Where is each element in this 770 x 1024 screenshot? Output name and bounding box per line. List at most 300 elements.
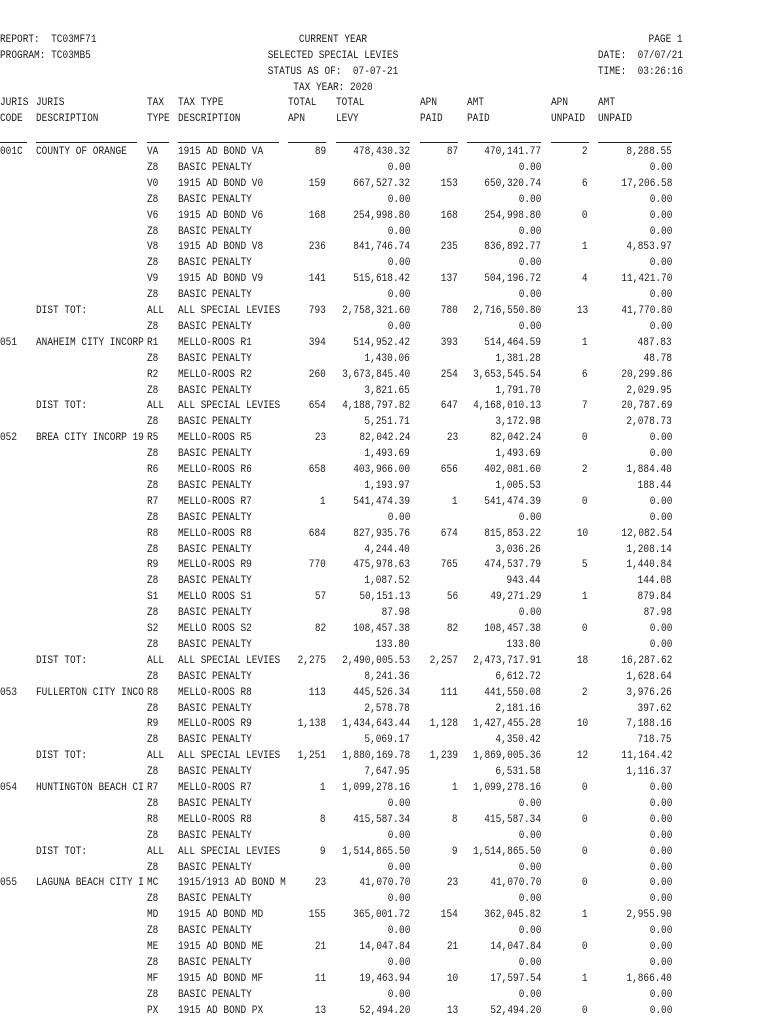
cell-amt-paid: 49,271.29 — [489, 591, 541, 604]
cell-amt-paid: 3,172.98 — [495, 416, 541, 429]
col-juris-desc-line2: DESCRIPTION — [36, 113, 99, 125]
cell-tax-type: Z8 — [147, 511, 159, 524]
cell-tax-type-description: BASIC PENALTY — [178, 797, 252, 810]
header-rule — [0, 142, 27, 143]
cell-amt-unpaid: 1,440.84 — [626, 559, 672, 572]
cell-amt-paid: 4,350.42 — [495, 734, 541, 747]
cell-total-levy: 0.00 — [387, 829, 410, 842]
cell-amt-unpaid: 2,955.90 — [626, 909, 672, 922]
cell-total-levy: 87.98 — [381, 607, 410, 620]
cell-tax-type: Z8 — [147, 289, 159, 302]
cell-total-levy: 0.00 — [387, 161, 410, 174]
cell-tax-type: Z8 — [147, 416, 159, 429]
col-apn-unpaid-line1: APN — [551, 97, 569, 109]
cell-tax-type: Z8 — [147, 670, 159, 683]
cell-juris-code: 055 — [0, 877, 18, 890]
table-row — [0, 686, 770, 702]
cell-apn-paid: 23 — [446, 432, 458, 445]
table-row — [0, 479, 770, 495]
cell-total-levy: 0.00 — [387, 225, 410, 238]
cell-apn-unpaid: 1 — [582, 336, 588, 349]
cell-tax-type-description: BASIC PENALTY — [178, 638, 252, 651]
cell-total-apn: 89 — [314, 146, 326, 158]
cell-total-levy: 8,241.36 — [364, 670, 410, 683]
cell-amt-unpaid: 1,116.37 — [626, 766, 672, 779]
cell-tax-type-description: 1915 AD BOND PX — [178, 1004, 264, 1017]
cell-apn-unpaid: 10 — [576, 527, 588, 540]
cell-apn-unpaid: 0 — [582, 813, 588, 826]
cell-apn-paid: 87 — [446, 146, 458, 158]
col-juris-code-line2: CODE — [0, 113, 23, 125]
cell-total-apn: 394 — [308, 336, 326, 349]
cell-total-apn: 793 — [308, 305, 326, 317]
cell-amt-paid: 2,181.16 — [495, 702, 541, 715]
cell-amt-paid: 254,998.80 — [484, 209, 541, 222]
cell-tax-type-description: MELLO ROOS S1 — [178, 591, 252, 604]
cell-tax-type: ALL — [147, 400, 165, 413]
cell-apn-unpaid: 5 — [582, 559, 588, 572]
cell-amt-paid: 415,587.34 — [484, 813, 541, 826]
cell-tax-type: Z8 — [147, 893, 159, 906]
table-row — [0, 845, 770, 861]
cell-amt-paid: 82,042.24 — [489, 432, 541, 445]
cell-apn-unpaid: 10 — [576, 718, 588, 731]
cell-apn-paid: 13 — [446, 1004, 458, 1017]
cell-tax-type: Z8 — [147, 257, 159, 270]
table-row — [0, 829, 770, 845]
cell-apn-paid: 1 — [452, 782, 458, 794]
cell-total-levy: 827,935.76 — [353, 527, 410, 540]
cell-tax-type-description: ALL SPECIAL LEVIES — [178, 750, 281, 763]
cell-tax-type: Z8 — [147, 575, 159, 588]
cell-amt-paid: 2,473,717.91 — [472, 654, 541, 667]
cell-total-apn: 770 — [308, 559, 326, 572]
cell-apn-unpaid: 0 — [582, 845, 588, 858]
cell-amt-paid: 362,045.82 — [484, 909, 541, 922]
cell-tax-type: Z8 — [147, 607, 159, 620]
cell-tax-type-description: BASIC PENALTY — [178, 575, 252, 588]
cell-apn-paid: 254 — [440, 368, 458, 381]
cell-amt-paid: 133.80 — [506, 638, 541, 651]
cell-tax-type-description: 1915 AD BOND V9 — [178, 273, 264, 286]
cell-amt-unpaid: 0.00 — [649, 829, 672, 842]
cell-amt-paid: 3,036.26 — [495, 543, 541, 556]
cell-juris-code: 053 — [0, 686, 18, 699]
cell-apn-unpaid: 6 — [582, 177, 588, 190]
cell-tax-type: ALL — [147, 654, 165, 667]
cell-total-levy: 7,647.95 — [364, 766, 410, 779]
table-row — [0, 717, 770, 733]
table-row — [0, 654, 770, 670]
cell-tax-type: R7 — [147, 782, 159, 794]
cell-tax-type-description: 1915 AD BOND MF — [178, 972, 264, 985]
table-row — [0, 209, 770, 225]
cell-apn-unpaid: 2 — [582, 686, 588, 699]
table-row — [0, 415, 770, 431]
cell-juris-description: COUNTY OF ORANGE — [36, 146, 127, 158]
cell-amt-unpaid: 0.00 — [649, 956, 672, 969]
cell-tax-type-description: BASIC PENALTY — [178, 511, 252, 524]
col-juris-code-line1: JURIS — [0, 97, 29, 109]
cell-tax-type-description: BASIC PENALTY — [178, 543, 252, 556]
cell-amt-unpaid: 144.08 — [637, 575, 672, 588]
cell-total-levy: 1,434,643.44 — [341, 718, 410, 731]
cell-total-levy: 478,430.32 — [353, 146, 410, 158]
cell-amt-paid: 1,514,865.50 — [472, 845, 541, 858]
cell-total-apn: 684 — [308, 527, 326, 540]
cell-tax-type-description: BASIC PENALTY — [178, 607, 252, 620]
cell-amt-unpaid: 0.00 — [649, 925, 672, 938]
cell-total-apn: 2,275 — [297, 654, 326, 667]
table-row — [0, 145, 770, 161]
cell-apn-unpaid: 0 — [582, 209, 588, 222]
cell-amt-unpaid: 0.00 — [649, 623, 672, 635]
cell-juris-description: ANAHEIM CITY INCORP — [36, 336, 144, 349]
table-row — [0, 558, 770, 574]
cell-tax-type: R8 — [147, 686, 159, 699]
cell-apn-paid: 137 — [440, 273, 458, 286]
report-id: REPORT: TC03MF71 — [0, 34, 97, 46]
cell-amt-unpaid: 0.00 — [649, 877, 672, 890]
col-total-levy-line1: TOTAL — [336, 97, 365, 109]
cell-tax-type: R8 — [147, 813, 159, 826]
table-row — [0, 733, 770, 749]
cell-total-levy: 0.00 — [387, 956, 410, 969]
col-total-levy-line2: LEVY — [336, 113, 359, 125]
cell-juris-code: 052 — [0, 432, 18, 445]
cell-tax-type-description: MELLO-ROOS R6 — [178, 464, 252, 476]
cell-total-levy: 445,526.34 — [353, 686, 410, 699]
cell-amt-paid: 52,494.20 — [489, 1004, 541, 1017]
cell-total-levy: 1,430.06 — [364, 352, 410, 365]
cell-tax-type-description: BASIC PENALTY — [178, 956, 252, 969]
cell-tax-type-description: ALL SPECIAL LEVIES — [178, 400, 281, 413]
cell-amt-unpaid: 0.00 — [649, 209, 672, 222]
cell-amt-unpaid: 0.00 — [649, 638, 672, 651]
cell-total-levy: 4,188,797.82 — [341, 400, 410, 413]
cell-apn-unpaid: 13 — [576, 305, 588, 317]
cell-tax-type-description: BASIC PENALTY — [178, 320, 252, 333]
cell-amt-unpaid: 20,787.69 — [620, 400, 672, 413]
cell-tax-type-description: BASIC PENALTY — [178, 257, 252, 270]
cell-tax-type: V9 — [147, 273, 159, 286]
levy-table — [0, 145, 770, 1024]
cell-amt-paid: 0.00 — [518, 893, 541, 906]
cell-tax-type: PX — [147, 1004, 159, 1017]
cell-amt-unpaid: 879.84 — [637, 591, 672, 604]
cell-total-levy: 2,490,005.53 — [341, 654, 410, 667]
cell-amt-unpaid: 0.00 — [649, 782, 672, 794]
cell-tax-type: V8 — [147, 241, 159, 254]
cell-apn-paid: 9 — [452, 845, 458, 858]
table-row — [0, 336, 770, 352]
cell-apn-unpaid: 1 — [582, 241, 588, 254]
table-row — [0, 463, 770, 479]
cell-tax-type-description: BASIC PENALTY — [178, 988, 252, 1001]
cell-tax-type-description: BASIC PENALTY — [178, 479, 252, 492]
program-id: PROGRAM: TC03MB5 — [0, 50, 91, 62]
cell-total-levy: 0.00 — [387, 257, 410, 270]
cell-amt-paid: 0.00 — [518, 988, 541, 1001]
cell-tax-type: MD — [147, 909, 159, 922]
table-row — [0, 161, 770, 177]
cell-tax-type-description: MELLO-ROOS R2 — [178, 368, 252, 381]
cell-total-levy: 4,244.40 — [364, 543, 410, 556]
cell-amt-paid: 0.00 — [518, 925, 541, 938]
cell-total-levy: 0.00 — [387, 988, 410, 1001]
cell-amt-paid: 0.00 — [518, 797, 541, 810]
cell-amt-unpaid: 0.00 — [649, 813, 672, 826]
cell-tax-type-description: 1915 AD BOND VA — [178, 146, 264, 158]
cell-tax-type-description: BASIC PENALTY — [178, 702, 252, 715]
table-row — [0, 940, 770, 956]
cell-total-levy: 541,474.39 — [353, 495, 410, 508]
cell-apn-unpaid: 0 — [582, 623, 588, 635]
cell-amt-unpaid: 8,288.55 — [626, 146, 672, 158]
cell-apn-unpaid: 0 — [582, 495, 588, 508]
report-time: TIME: 03:26:16 — [597, 66, 683, 78]
cell-tax-type: Z8 — [147, 766, 159, 779]
cell-apn-unpaid: 7 — [582, 400, 588, 413]
table-row — [0, 384, 770, 400]
cell-total-levy: 41,070.70 — [358, 877, 410, 890]
cell-juris-code: 001C — [0, 146, 23, 158]
cell-amt-unpaid: 0.00 — [649, 448, 672, 461]
cell-amt-unpaid: 12,082.54 — [620, 527, 672, 540]
cell-amt-paid: 0.00 — [518, 829, 541, 842]
cell-tax-type: ALL — [147, 845, 165, 858]
cell-amt-unpaid: 0.00 — [649, 861, 672, 874]
cell-apn-paid: 1,128 — [429, 718, 458, 731]
cell-tax-type-description: BASIC PENALTY — [178, 766, 252, 779]
cell-amt-paid: 541,474.39 — [484, 495, 541, 508]
report-title: CURRENT YEAR — [298, 34, 368, 46]
table-row — [0, 288, 770, 304]
cell-amt-paid: 504,196.72 — [484, 273, 541, 286]
cell-amt-unpaid: 11,164.42 — [620, 750, 672, 763]
cell-apn-unpaid: 1 — [582, 591, 588, 604]
cell-amt-unpaid: 1,866.40 — [626, 972, 672, 985]
table-row — [0, 225, 770, 241]
cell-total-apn: 21 — [314, 941, 326, 953]
cell-juris-description: DIST TOT: — [36, 750, 88, 763]
cell-amt-unpaid: 0.00 — [649, 225, 672, 238]
cell-apn-paid: 1 — [452, 495, 458, 508]
cell-tax-type: Z8 — [147, 193, 159, 206]
table-row — [0, 320, 770, 336]
table-row — [0, 861, 770, 877]
table-row — [0, 638, 770, 654]
cell-tax-type: R6 — [147, 464, 159, 476]
cell-amt-paid: 441,550.08 — [484, 686, 541, 699]
cell-apn-unpaid: 0 — [582, 432, 588, 445]
cell-total-apn: 13 — [314, 1004, 326, 1017]
table-row — [0, 527, 770, 543]
cell-amt-paid: 0.00 — [518, 320, 541, 333]
cell-tax-type-description: 1915 AD BOND MD — [178, 909, 264, 922]
header-rule — [36, 142, 137, 143]
cell-apn-paid: 82 — [446, 623, 458, 635]
cell-tax-type: Z8 — [147, 225, 159, 238]
cell-amt-unpaid: 718.75 — [637, 734, 672, 747]
cell-apn-paid: 393 — [440, 336, 458, 349]
table-row — [0, 272, 770, 288]
cell-tax-type: V0 — [147, 177, 159, 190]
cell-total-levy: 1,099,278.16 — [341, 782, 410, 794]
cell-tax-type: Z8 — [147, 161, 159, 174]
cell-juris-description: BREA CITY INCORP 19 — [36, 432, 144, 445]
cell-total-levy: 3,673,845.40 — [341, 368, 410, 381]
cell-apn-paid: 647 — [440, 400, 458, 413]
cell-tax-type: R8 — [147, 527, 159, 540]
cell-total-levy: 1,087.52 — [364, 575, 410, 588]
cell-juris-description: DIST TOT: — [36, 305, 88, 317]
table-row — [0, 431, 770, 447]
cell-tax-type: R9 — [147, 559, 159, 572]
page-number: PAGE 1 — [648, 34, 683, 46]
cell-total-apn: 23 — [314, 432, 326, 445]
cell-tax-type-description: 1915 AD BOND V8 — [178, 241, 264, 254]
table-row — [0, 797, 770, 813]
cell-total-levy: 0.00 — [387, 289, 410, 302]
cell-total-levy: 514,952.42 — [353, 336, 410, 349]
table-row — [0, 240, 770, 256]
cell-amt-paid: 0.00 — [518, 289, 541, 302]
cell-tax-type: R1 — [147, 336, 159, 349]
cell-total-apn: 159 — [308, 177, 326, 190]
table-row — [0, 972, 770, 988]
cell-tax-type-description: MELLO-ROOS R8 — [178, 813, 252, 826]
cell-total-apn: 9 — [320, 845, 326, 858]
cell-amt-paid: 0.00 — [518, 161, 541, 174]
cell-total-levy: 0.00 — [387, 320, 410, 333]
cell-total-apn: 23 — [314, 877, 326, 890]
cell-amt-paid: 2,716,550.80 — [472, 305, 541, 317]
cell-total-levy: 841,746.74 — [353, 241, 410, 254]
cell-total-levy: 475,978.63 — [353, 559, 410, 572]
table-row — [0, 352, 770, 368]
cell-amt-unpaid: 2,029.95 — [626, 384, 672, 397]
cell-amt-paid: 6,612.72 — [495, 670, 541, 683]
cell-total-levy: 0.00 — [387, 511, 410, 524]
header-rule — [336, 142, 410, 143]
cell-tax-type: Z8 — [147, 829, 159, 842]
cell-tax-type: VA — [147, 146, 159, 158]
cell-tax-type: Z8 — [147, 925, 159, 938]
cell-amt-paid: 0.00 — [518, 956, 541, 969]
cell-tax-type-description: MELLO-ROOS R9 — [178, 718, 252, 731]
table-row — [0, 1004, 770, 1020]
cell-total-apn: 658 — [308, 464, 326, 476]
cell-tax-type-description: BASIC PENALTY — [178, 289, 252, 302]
cell-amt-unpaid: 2,078.73 — [626, 416, 672, 429]
cell-amt-unpaid: 0.00 — [649, 193, 672, 206]
cell-tax-type-description: BASIC PENALTY — [178, 161, 252, 174]
cell-tax-type-description: BASIC PENALTY — [178, 861, 252, 874]
col-total-apn-line1: TOTAL — [288, 97, 317, 109]
cell-tax-type: S1 — [147, 591, 159, 604]
cell-apn-unpaid: 0 — [582, 1004, 588, 1017]
report-date: DATE: 07/07/21 — [597, 50, 683, 62]
cell-juris-description: DIST TOT: — [36, 845, 88, 858]
cell-amt-paid: 815,853.22 — [484, 527, 541, 540]
cell-apn-unpaid: 1 — [582, 909, 588, 922]
cell-tax-type-description: BASIC PENALTY — [178, 193, 252, 206]
cell-amt-unpaid: 0.00 — [649, 161, 672, 174]
cell-total-levy: 0.00 — [387, 797, 410, 810]
cell-tax-type: Z8 — [147, 638, 159, 651]
header-rule — [598, 142, 672, 143]
cell-amt-paid: 17,597.54 — [489, 972, 541, 985]
cell-tax-type: Z8 — [147, 320, 159, 333]
cell-amt-unpaid: 0.00 — [649, 511, 672, 524]
report-subtitle: SELECTED SPECIAL LEVIES — [267, 50, 399, 62]
header-rule — [420, 142, 458, 143]
cell-total-apn: 113 — [308, 686, 326, 699]
cell-tax-type: Z8 — [147, 956, 159, 969]
cell-total-levy: 3,821.65 — [364, 384, 410, 397]
cell-apn-unpaid: 12 — [576, 750, 588, 763]
table-row — [0, 924, 770, 940]
cell-apn-unpaid: 0 — [582, 941, 588, 953]
cell-total-levy: 0.00 — [387, 925, 410, 938]
cell-amt-paid: 470,141.77 — [484, 146, 541, 158]
cell-juris-description: HUNTINGTON BEACH CI — [36, 782, 144, 794]
cell-apn-paid: 21 — [446, 941, 458, 953]
cell-tax-type: R2 — [147, 368, 159, 381]
cell-amt-unpaid: 0.00 — [649, 988, 672, 1001]
table-row — [0, 256, 770, 272]
cell-total-apn: 1,251 — [297, 750, 326, 763]
table-row — [0, 606, 770, 622]
col-apn-unpaid-line2: UNPAID — [551, 113, 586, 125]
cell-amt-unpaid: 17,206.58 — [620, 177, 672, 190]
col-amt-unpaid-line1: AMT — [598, 97, 616, 109]
table-row — [0, 622, 770, 638]
cell-amt-unpaid: 0.00 — [649, 893, 672, 906]
table-row — [0, 892, 770, 908]
table-row — [0, 908, 770, 924]
cell-total-levy: 2,578.78 — [364, 702, 410, 715]
cell-apn-paid: 168 — [440, 209, 458, 222]
cell-tax-type: Z8 — [147, 479, 159, 492]
cell-total-levy: 1,493.69 — [364, 448, 410, 461]
cell-total-apn: 236 — [308, 241, 326, 254]
cell-amt-paid: 3,653,545.54 — [472, 368, 541, 381]
table-row — [0, 399, 770, 415]
cell-amt-unpaid: 1,884.40 — [626, 464, 672, 476]
cell-total-levy: 0.00 — [387, 193, 410, 206]
cell-juris-description: LAGUNA BEACH CITY I — [36, 877, 144, 890]
cell-apn-paid: 780 — [440, 305, 458, 317]
cell-total-levy: 667,527.32 — [353, 177, 410, 190]
cell-tax-type: MC — [147, 877, 159, 890]
cell-apn-paid: 154 — [440, 909, 458, 922]
cell-total-apn: 168 — [308, 209, 326, 222]
cell-amt-paid: 14,047.84 — [489, 941, 541, 953]
cell-tax-type-description: 1915 AD BOND V0 — [178, 177, 264, 190]
cell-amt-unpaid: 0.00 — [649, 845, 672, 858]
cell-apn-unpaid: 1 — [582, 972, 588, 985]
cell-juris-code: 051 — [0, 336, 18, 349]
cell-apn-paid: 1,239 — [429, 750, 458, 763]
cell-amt-paid: 1,427,455.28 — [472, 718, 541, 731]
cell-amt-unpaid: 16,287.62 — [620, 654, 672, 667]
cell-apn-unpaid: 18 — [576, 654, 588, 667]
cell-amt-unpaid: 0.00 — [649, 797, 672, 810]
cell-total-apn: 57 — [314, 591, 326, 604]
cell-amt-paid: 514,464.59 — [484, 336, 541, 349]
